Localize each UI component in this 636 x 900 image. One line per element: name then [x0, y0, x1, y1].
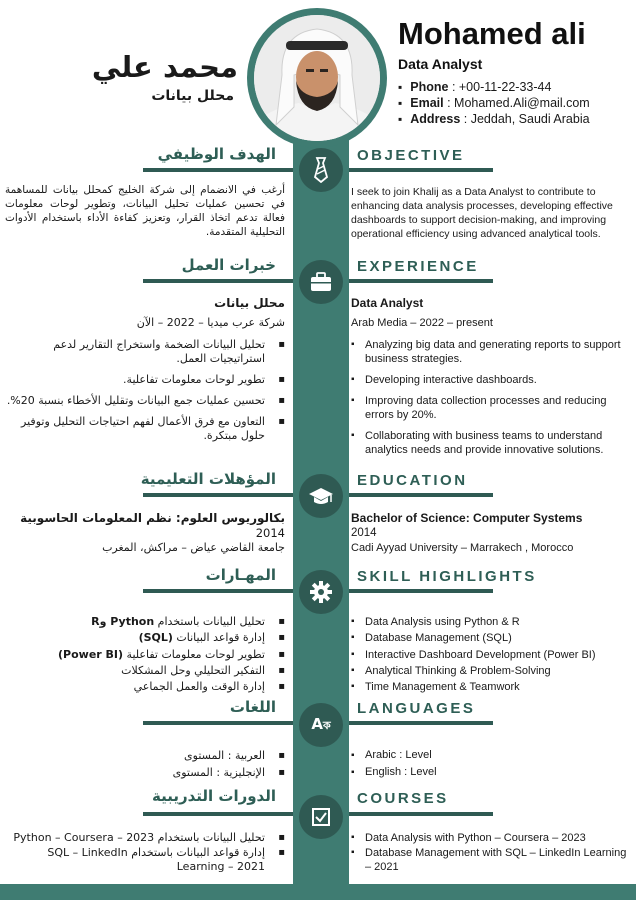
skills-list-arabic [5, 614, 285, 695]
list-item: ▪ تطوير لوحات معلومات تفاعلية. [5, 373, 285, 387]
courses-heading-arabic: الدورات التدريبية [151, 787, 276, 805]
job-title-arabic: محلل بيانات [151, 88, 234, 104]
objective-heading-arabic: الهدف الوظيفي [157, 145, 276, 163]
skills-list-english [351, 614, 631, 695]
list-item: ▪ الإنجليزية : المستوى [5, 764, 285, 781]
profile-photo [254, 15, 380, 141]
list-item: ▪ إدارة قواعد البيانات (SQL) [5, 630, 285, 646]
list-item: ▪ Analyzing big data and generating reports to support business strategies. [351, 338, 631, 366]
list-item: ▪ Developing interactive dashboards. [351, 373, 631, 387]
graduation-cap-icon [299, 474, 343, 518]
education-year-english: 2014 [351, 527, 377, 539]
experience-bullets-arabic [5, 338, 285, 443]
job-title-english: Data Analyst [398, 56, 483, 72]
list-item: ▪ Data Analysis with Python – Coursera – 2023 [351, 831, 631, 845]
courses-list-arabic [5, 831, 285, 874]
objective-text-english: I seek to join Khalij as a Data Analyst to contribute to enhancing data analysis processes, developing effective dashboards to support decision-making, and improving operational efficiency using advanced analytical tools. [351, 186, 613, 240]
list-item: ▪ تطوير لوحات معلومات تفاعلية (Power BI) [5, 647, 285, 663]
list-item: ▪ إدارة الوقت والعمل الجماعي [5, 679, 285, 695]
name-english: Mohamed ali [398, 16, 586, 51]
list-item: ▪ إدارة قواعد البيانات باستخدام SQL – LinkedIn Learning – 2021 [5, 846, 285, 874]
divider-line [349, 168, 493, 172]
divider-line [143, 812, 293, 816]
list-item: ▪ تحليل البيانات باستخدام Python وR [5, 614, 285, 630]
footer-bar [0, 884, 636, 900]
person-portrait-icon [254, 15, 380, 141]
list-item: ▪ Arabic : Level [351, 747, 631, 764]
experience-company-english: Arab Media – 2022 – present [351, 317, 493, 329]
tie-icon [299, 148, 343, 192]
list-item: ▪ Interactive Dashboard Development (Power BI) [351, 647, 631, 663]
experience-role-arabic: محلل بيانات [214, 296, 285, 310]
contact-list [398, 79, 590, 127]
contact-address: ▪ Address : Jeddah, Saudi Arabia [398, 111, 590, 127]
divider-line [349, 493, 493, 497]
courses-heading-english: COURSES [357, 790, 449, 807]
objective-heading-english: OBJECTIVE [357, 147, 465, 164]
divider-line [143, 493, 293, 497]
education-school-arabic: جامعة القاضي عياض – مراكش، المغرب [102, 541, 285, 554]
education-heading-english: EDUCATION [357, 472, 468, 489]
list-item: ▪ التعاون مع فرق الأعمال لفهم احتياجات التحليل وتوفير حلول مبتكرة. [5, 415, 285, 443]
languages-heading-english: LANGUAGES [357, 700, 476, 717]
contact-phone: ▪ Phone : +00-11-22-33-44 [398, 79, 590, 95]
list-item: ▪ تحليل البيانات باستخدام Python – Coursera – 2023 [5, 831, 285, 845]
name-arabic: محمد علي [91, 50, 238, 84]
experience-heading-arabic: خبرات العمل [181, 256, 276, 274]
list-item: ▪ التفكير التحليلي وحل المشكلات [5, 663, 285, 679]
list-item: ▪ Data Analysis using Python & R [351, 614, 631, 630]
experience-bullets-english [351, 338, 631, 457]
list-item: ▪ Time Management & Teamwork [351, 679, 631, 695]
skills-heading-english: SKILL HIGHLIGHTS [357, 568, 537, 585]
gear-icon [299, 570, 343, 614]
divider-line [349, 721, 493, 725]
contact-email[interactable]: ▪ Email : Mohamed.Ali@mail.com [398, 95, 590, 111]
skills-heading-arabic: المهـارات [205, 566, 276, 584]
list-item: ▪ English : Level [351, 764, 631, 781]
education-year-arabic: 2014 [255, 526, 285, 540]
experience-company-arabic: شركة عرب ميديا – 2022 – الآن [136, 316, 285, 329]
experience-role-english: Data Analyst [351, 296, 424, 310]
list-item: ▪ العربية : المستوى [5, 747, 285, 764]
list-item: ▪ Improving data collection processes and reducing errors by 20%. [351, 394, 631, 422]
list-item: ▪ Database Management (SQL) [351, 630, 631, 646]
translate-icon: Aক [299, 703, 343, 747]
list-item: ▪ Analytical Thinking & Problem-Solving [351, 663, 631, 679]
languages-list-english [351, 747, 631, 781]
divider-line [143, 721, 293, 725]
experience-heading-english: EXPERIENCE [357, 258, 479, 275]
divider-line [349, 812, 493, 816]
divider-line [143, 279, 293, 283]
languages-list-arabic [5, 747, 285, 781]
education-heading-arabic: المؤهلات التعليمية [140, 470, 276, 488]
list-item: ▪ تحسين عمليات جمع البيانات وتقليل الأخطاء بنسبة 20%. [5, 394, 285, 408]
divider-line [349, 589, 493, 593]
list-item: ▪ Database Management with SQL – LinkedIn Learning – 2021 [351, 846, 631, 874]
courses-list-english [351, 831, 631, 874]
education-degree-english: Bachelor of Science: Computer Systems [351, 511, 583, 525]
briefcase-icon [299, 260, 343, 304]
education-school-english: Cadi Ayyad University – Marrakech , Morocco [351, 542, 574, 554]
list-item: ▪ Collaborating with business teams to understand analytics needs and provide innovative solutions. [351, 429, 631, 457]
list-item: ▪ تحليل البيانات الضخمة واستخراج التقارير لدعم استراتيجيات العمل. [5, 338, 285, 366]
divider-line [143, 168, 293, 172]
checkbox-icon [299, 795, 343, 839]
divider-line [143, 589, 293, 593]
divider-line [349, 279, 493, 283]
education-degree-arabic: بكالوريوس العلوم: نظم المعلومات الحاسوبية [20, 511, 285, 525]
objective-text-arabic: أرغب في الانضمام إلى شركة الخليج كمحلل بيانات للمساهمة في تحسين عمليات تحليل البيانات، وتطوير لوحات معلومات فعالة تدعم اتخاذ القرار، وتعزيز كفاءة الأداء باستخدام الأدوات التحليلية المتقدمة. [5, 184, 285, 238]
languages-heading-arabic: اللغات [229, 698, 276, 716]
